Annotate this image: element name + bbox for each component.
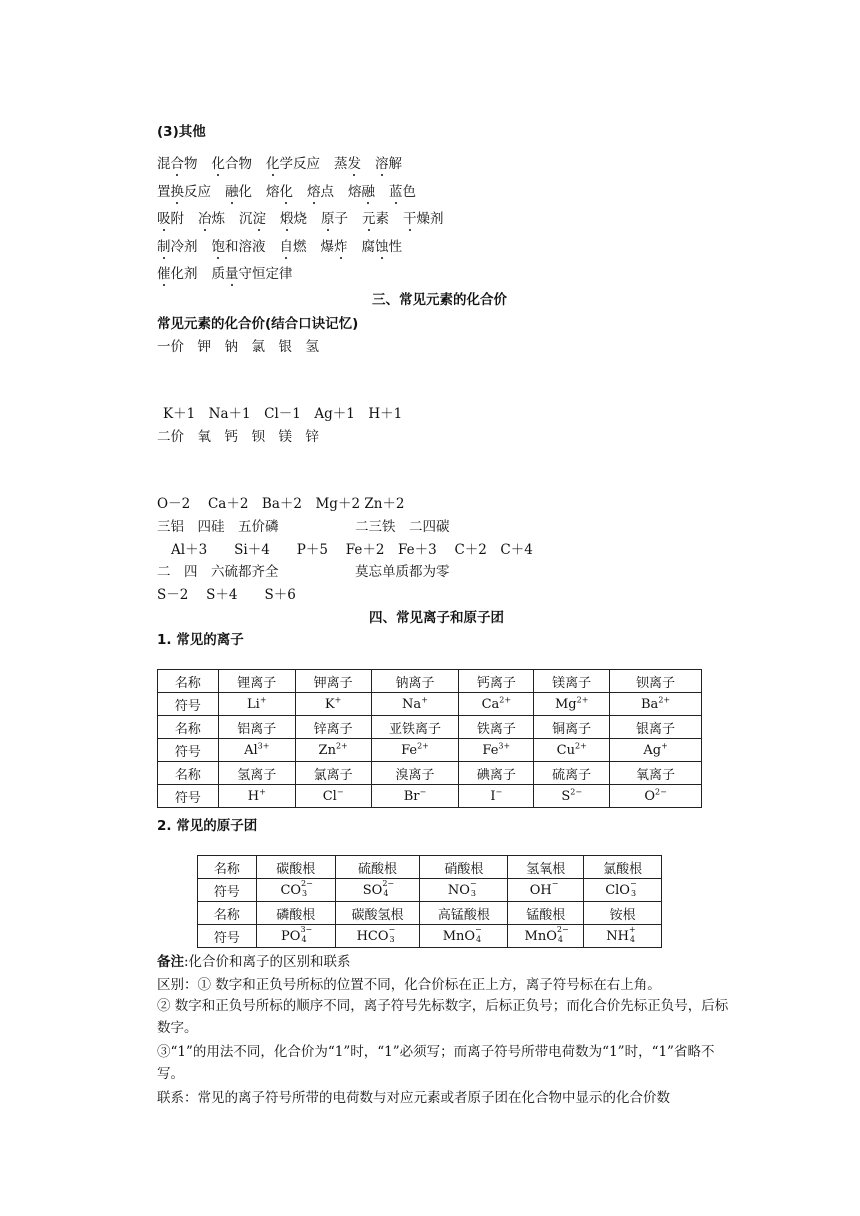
row-label: 名称 (198, 902, 257, 925)
ion-symbol: $Mg^{2+}$ (534, 693, 610, 716)
ion-name: 钠离子 (371, 670, 459, 693)
emphasis-dot-char: 催 (157, 266, 171, 282)
term-row (157, 180, 430, 200)
radical-name: 氯酸根 (584, 856, 662, 879)
ion-name: 碘离子 (459, 762, 534, 785)
term-row (157, 262, 307, 282)
table-row (158, 670, 702, 693)
ion-name: 钾离子 (295, 670, 371, 693)
term (212, 239, 266, 255)
term-char: 蒸 (334, 156, 348, 172)
term-char: 解 (388, 156, 402, 172)
section-heading-other: (3)其他 (157, 124, 206, 140)
radicals-table (197, 855, 662, 948)
term-char: 子 (334, 211, 348, 227)
term-char: 质 (211, 266, 225, 282)
radical-name: 碳酸氢根 (335, 902, 420, 925)
term (266, 156, 320, 172)
notes-title: 备注 (157, 954, 184, 970)
ion-name: 锂离子 (218, 670, 295, 693)
row-label: 名称 (158, 670, 219, 693)
term (280, 239, 307, 255)
ions-subtitle-2: 2. 常见的原子团 (157, 818, 258, 834)
valence-line-1-values: K＋1 Na＋1 Cl－1 Ag＋1 H＋1 (163, 406, 403, 422)
radical-name: 铵根 (584, 902, 662, 925)
emphasis-dot-char: 换 (170, 184, 184, 200)
valence-line-4-b: 莫忘单质都为零 (355, 564, 450, 580)
table-row (198, 925, 662, 948)
term-row (157, 152, 416, 172)
ion-symbol: Ag+ (610, 739, 702, 762)
term (239, 211, 266, 227)
term (157, 156, 198, 172)
term-char: 和 (225, 239, 239, 255)
radical-symbol: NO − 3 (420, 879, 508, 902)
notes-title-rest: :化合价和离子的区别和联系 (184, 954, 351, 970)
emphasis-dot-char: 元 (362, 211, 376, 227)
term-char: 混 (157, 156, 171, 172)
term-char: 应 (306, 156, 320, 172)
emphasis-dot-char: 吸 (157, 211, 171, 227)
table-row (158, 762, 702, 785)
term-char: 合 (225, 156, 239, 172)
ion-symbol: I− (459, 785, 534, 808)
radical-name: 磷酸根 (256, 902, 335, 925)
term-char: 性 (388, 239, 402, 255)
ion-name: 镁离子 (534, 670, 610, 693)
ion-symbol: $Cu^{2+}$ (534, 739, 610, 762)
ion-name: 银离子 (610, 716, 702, 739)
term-char: 爆 (320, 239, 334, 255)
term (198, 211, 225, 227)
radical-symbol: NH + 4 (584, 925, 662, 948)
term-char: 附 (170, 211, 184, 227)
ion-symbol: $Fe^{3+}$ (459, 739, 534, 762)
ion-symbol: Na+ (371, 693, 459, 716)
ion-symbol: $Zn^{2+}$ (295, 739, 371, 762)
radical-symbol: OH − (508, 879, 584, 902)
valence-line-3-b: 二三铁 二四碳 (355, 519, 450, 535)
term-char: 定 (265, 266, 279, 282)
radical-symbol: ClO − 3 (584, 879, 662, 902)
term (403, 211, 444, 227)
term (157, 239, 198, 255)
emphasis-dot-char: 化 (279, 184, 293, 200)
term-char: 色 (402, 184, 416, 200)
emphasis-dot-char: 量 (225, 266, 239, 282)
radical-symbol: HCO − 3 (335, 925, 420, 948)
table-row (158, 739, 702, 762)
row-label: 名称 (158, 762, 219, 785)
emphasis-dot-char: 熔 (307, 184, 321, 200)
term (362, 239, 403, 255)
emphasis-dot-char: 蓝 (389, 184, 403, 200)
ion-name: 钙离子 (459, 670, 534, 693)
term-char: 剂 (184, 239, 198, 255)
note-link: 联系：常见的离子符号所带的电荷数与对应元素或者原子团在化合物中显示的化合价数 (157, 1090, 670, 1106)
valence-line-3-values: Al＋3 Si＋4 P＋5 Fe＋2 Fe＋3 C＋2 C＋4 (171, 542, 533, 558)
term-char: 冷 (170, 239, 184, 255)
term-char: 燥 (416, 211, 430, 227)
emphasis-dot-char: 合 (170, 156, 184, 172)
term (375, 156, 402, 172)
ion-symbol: $Ca^{2+}$ (459, 693, 534, 716)
term-char: 学 (279, 156, 293, 172)
ion-symbol: K+ (295, 693, 371, 716)
term (212, 156, 253, 172)
radical-name: 硝酸根 (420, 856, 508, 879)
ion-name: 氯离子 (295, 762, 371, 785)
table-row (198, 902, 662, 925)
emphasis-dot-char: 制 (157, 239, 171, 255)
valence-line-4-values: S－2 S＋4 S＋6 (157, 587, 296, 603)
valence-subtitle: 常见元素的化合价(结合口诀记忆) (157, 316, 359, 332)
term-char: 物 (184, 156, 198, 172)
term (225, 184, 252, 200)
term-char: 溶 (238, 239, 252, 255)
row-label: 符号 (158, 693, 219, 716)
radical-symbol: MnO 2− 4 (508, 925, 584, 948)
term-char: 律 (279, 266, 293, 282)
ion-name: 硫离子 (534, 762, 610, 785)
section-title-ions: 四、常见离子和原子团 (369, 610, 504, 626)
term-char: 应 (197, 184, 211, 200)
ion-name: 钡离子 (610, 670, 702, 693)
term (362, 211, 389, 227)
ion-name: 溴离子 (371, 762, 459, 785)
table-row (158, 693, 702, 716)
row-label: 名称 (198, 856, 257, 879)
term-char: 物 (238, 156, 252, 172)
ion-symbol: H+ (218, 785, 295, 808)
note-difference-3: ③“1”的用法不同，化合价为“1”时，“1”必须写；而离子符号所带电荷数为“1”时，“1”省略不写。 (157, 1044, 715, 1082)
term (157, 211, 184, 227)
emphasis-dot-char: 原 (321, 211, 335, 227)
term-char: 沉 (239, 211, 253, 227)
radical-symbol: MnO − 4 (420, 925, 508, 948)
term-char: 置 (157, 184, 171, 200)
term (157, 266, 198, 282)
term (321, 211, 348, 227)
section-title-valence: 三、常见元素的化合价 (372, 292, 507, 308)
valence-line-2-values: O－2 Ca＋2 Ba＋2 Mg＋2 Zn＋2 (157, 496, 405, 512)
emphasis-dot-char: 干 (403, 211, 417, 227)
row-label: 符号 (158, 739, 219, 762)
ion-name: 氧离子 (610, 762, 702, 785)
radical-name: 高锰酸根 (420, 902, 508, 925)
term (389, 184, 416, 200)
term (307, 184, 334, 200)
emphasis-dot-char: 融 (225, 184, 239, 200)
term (348, 184, 375, 200)
radical-name: 氢氧根 (508, 856, 584, 879)
valence-line-1: 一价 钾 钠 氯 银 氢 (157, 339, 319, 355)
term-char: 恒 (252, 266, 266, 282)
ion-symbol: Cl− (295, 785, 371, 808)
common-ions-table (157, 669, 702, 808)
term-char: 液 (252, 239, 266, 255)
term (266, 184, 293, 200)
ion-name: 氢离子 (218, 762, 295, 785)
valence-line-4: 二 四 六硫都齐全 (157, 564, 279, 580)
term-char: 炼 (211, 211, 225, 227)
emphasis-dot-char: 饱 (211, 239, 225, 255)
ion-symbol: $Al^{3+}$ (218, 739, 295, 762)
emphasis-dot-char: 化 (211, 156, 225, 172)
term-row (157, 207, 458, 227)
emphasis-dot-char: 自 (279, 239, 293, 255)
valence-line-3: 三铝 四硅 五价磷 (157, 519, 279, 535)
emphasis-dot-char: 炸 (334, 239, 348, 255)
term-char: 熔 (348, 184, 362, 200)
row-label: 名称 (158, 716, 219, 739)
term-char: 反 (184, 184, 198, 200)
ion-symbol: Li+ (218, 693, 295, 716)
emphasis-dot-char: 煅 (280, 211, 294, 227)
term-char: 点 (320, 184, 334, 200)
emphasis-dot-char: 冶 (198, 211, 212, 227)
term (321, 239, 348, 255)
term-char: 化 (238, 184, 252, 200)
row-label: 符号 (198, 879, 257, 902)
row-label: 符号 (158, 785, 219, 808)
ion-symbol: Br− (371, 785, 459, 808)
emphasis-dot-char: 蚀 (375, 239, 389, 255)
note-difference-2: ② 数字和正负号所标的顺序不同，离子符号先标数字，后标正负号；而化合价先标正负号，后标数字。 (157, 998, 729, 1036)
table-row (158, 785, 702, 808)
ion-name: 铁离子 (459, 716, 534, 739)
ion-symbol: $Fe^{2+}$ (371, 739, 459, 762)
term-char: 腐 (361, 239, 375, 255)
emphasis-dot-char: 发 (347, 156, 361, 172)
term (280, 211, 307, 227)
ion-symbol: $Ba^{2+}$ (610, 693, 702, 716)
table-row (198, 879, 662, 902)
row-label: 符号 (198, 925, 257, 948)
radical-symbol: SO 2− 4 (335, 879, 420, 902)
ion-symbol: $O^{2-}$ (610, 785, 702, 808)
emphasis-dot-char: 淀 (252, 211, 266, 227)
table-row (198, 856, 662, 879)
ion-symbol: $S^{2-}$ (534, 785, 610, 808)
radical-name: 碳酸根 (256, 856, 335, 879)
radical-name: 硫酸根 (335, 856, 420, 879)
ion-name: 亚铁离子 (371, 716, 459, 739)
term (157, 184, 211, 200)
term-char: 反 (293, 156, 307, 172)
radical-name: 锰酸根 (508, 902, 584, 925)
notes-heading (157, 950, 351, 970)
emphasis-dot-char: 化 (266, 156, 280, 172)
ion-name: 锌离子 (295, 716, 371, 739)
ion-name: 铜离子 (534, 716, 610, 739)
ions-subtitle-1: 1. 常见的离子 (157, 632, 244, 648)
note-difference-1: 区别：① 数字和正负号所标的位置不同，化合价标在正上方，离子符号标在右上角。 (157, 977, 661, 993)
term (334, 156, 361, 172)
valence-line-2: 二价 氧 钙 钡 镁 锌 (157, 429, 319, 445)
term-char: 剂 (184, 266, 198, 282)
term-char: 守 (238, 266, 252, 282)
term-char: 素 (375, 211, 389, 227)
radical-symbol: CO 2− 3 (256, 879, 335, 902)
term (212, 266, 293, 282)
emphasis-dot-char: 融 (361, 184, 375, 200)
term-row (157, 235, 416, 255)
term-char: 烧 (293, 211, 307, 227)
table-row (158, 716, 702, 739)
term-char: 剂 (430, 211, 444, 227)
term-char: 燃 (293, 239, 307, 255)
emphasis-dot-char: 溶 (375, 156, 389, 172)
term-char: 化 (170, 266, 184, 282)
ion-name: 铝离子 (218, 716, 295, 739)
term-char: 熔 (266, 184, 280, 200)
radical-symbol: PO 3− 4 (256, 925, 335, 948)
